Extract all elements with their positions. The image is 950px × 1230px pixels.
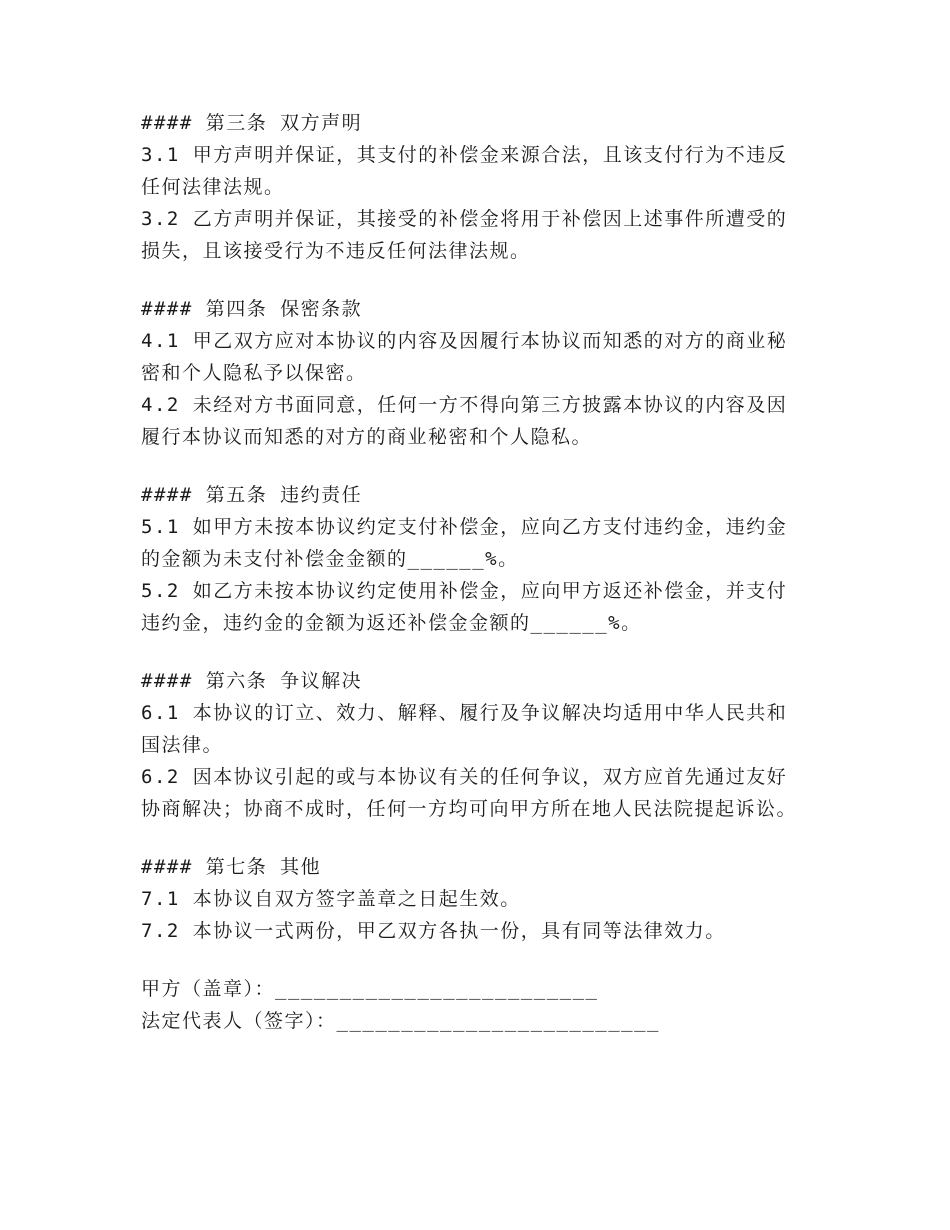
section-heading: #### 第三条 双方声明 xyxy=(141,112,363,134)
clause-paragraph: 7.1 本协议自双方签字盖章之日起生效。 xyxy=(141,888,521,910)
clause-paragraph: 3.2 乙方声明并保证，其接受的补偿金将用于补偿因上述事件所遭受的损失，且该接受行为不违反任何法律法规。 xyxy=(141,208,788,262)
clause-paragraph: 4.1 甲乙双方应对本协议的内容及因履行本协议而知悉的对方的商业秘密和个人隐私予以保密。 xyxy=(141,330,788,384)
legal-representative-signature-line: 法定代表人（签字）：_________________________ xyxy=(141,1010,660,1032)
clause-paragraph: 6.2 因本协议引起的或与本协议有关的任何争议，双方应首先通过友好协商解决；协商不成时，任何一方均可向甲方所在地人民法院提起诉讼。 xyxy=(141,766,798,820)
section-heading: #### 第七条 其他 xyxy=(141,856,322,878)
section-heading: #### 第六条 争议解决 xyxy=(141,670,363,692)
clause-paragraph: 5.1 如甲方未按本协议约定支付补偿金，应向乙方支付违约金，违约金的金额为未支付补偿金金额的______%。 xyxy=(141,516,788,570)
clause-paragraph: 4.2 未经对方书面同意，任何一方不得向第三方披露本协议的内容及因履行本协议而知悉的对方的商业秘密和个人隐私。 xyxy=(141,394,788,448)
signature-block xyxy=(141,973,801,1037)
party-a-seal-line: 甲方（盖章）：_________________________ xyxy=(141,978,599,1000)
section-article-3 xyxy=(141,107,801,267)
clause-paragraph: 6.1 本协议的订立、效力、解释、履行及争议解决均适用中华人民共和国法律。 xyxy=(141,702,788,756)
section-article-6 xyxy=(141,665,801,825)
section-article-5 xyxy=(141,479,801,639)
section-article-4 xyxy=(141,293,801,453)
clause-paragraph: 5.2 如乙方未按本协议约定使用补偿金，应向甲方返还补偿金，并支付违约金，违约金的金额为返还补偿金金额的______%。 xyxy=(141,580,788,634)
section-article-7 xyxy=(141,851,801,947)
clause-paragraph: 7.2 本协议一式两份，甲乙双方各执一份，具有同等法律效力。 xyxy=(141,920,726,942)
clause-paragraph: 3.1 甲方声明并保证，其支付的补偿金来源合法，且该支付行为不违反任何法律法规。 xyxy=(141,144,788,198)
section-heading: #### 第四条 保密条款 xyxy=(141,298,363,320)
document-page xyxy=(141,107,801,1037)
section-heading: #### 第五条 违约责任 xyxy=(141,484,363,506)
